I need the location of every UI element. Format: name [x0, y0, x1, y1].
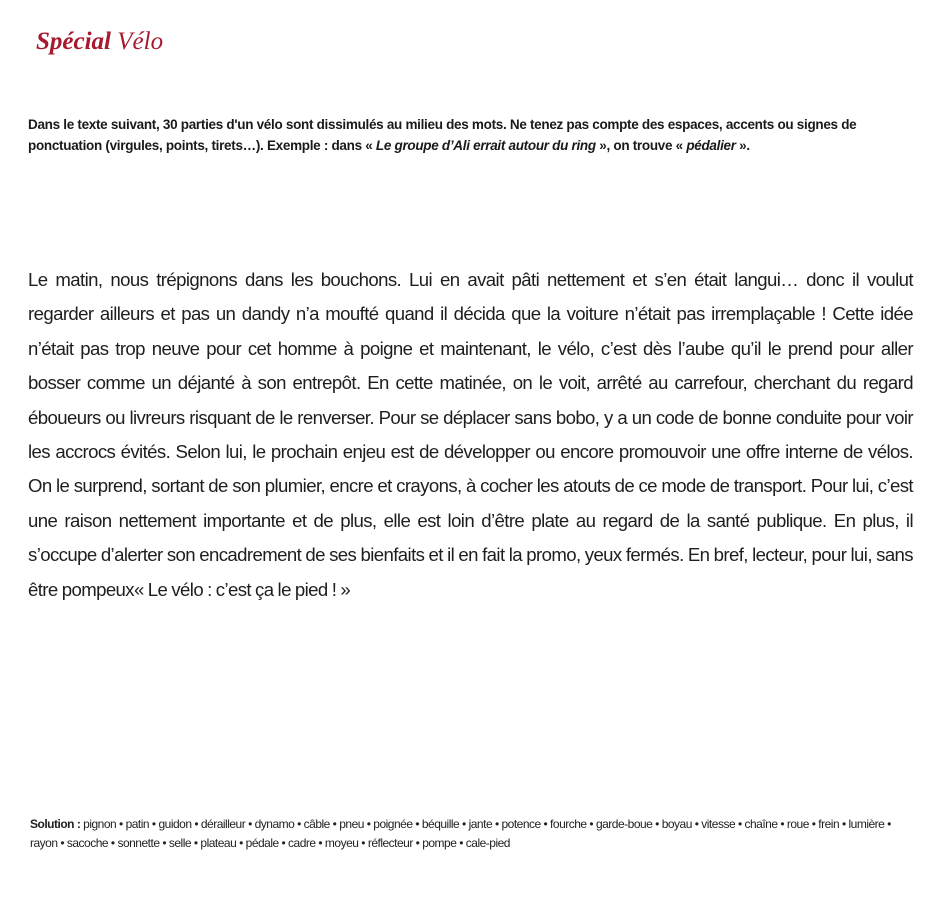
- instructions-text: Dans le texte suivant, 30 parties d'un vélo sont dissimulés au milieu des mots. Ne tenez pas compte des espaces, accents ou signes de ponctuation (virgules, points, tirets…). Exemple : dans «: [28, 117, 857, 153]
- title-rest: Vélo: [117, 28, 164, 55]
- example-sentence: Le groupe d’Ali errait autour du ring: [375, 138, 596, 153]
- title-bold: Spécial: [36, 28, 111, 55]
- puzzle-text: Le matin, nous trépignons dans les bouchons. Lui en avait pâti nettement et s’en était langui… donc il voulut regarder ailleurs et pas un dandy n’a moufté quand il décida que la voiture n’était pas irremplaçable ! Cette idée n’était pas trop neuve pour cet homme à poigne et maintenant, le vélo, c’est dès l’aube qu’il le prend pour aller bosser comme un déjanté à son entrepôt. En cette matinée, on le voit, arrêté au carrefour, cherchant du regard éboueurs ou livreurs risquant de le renverser. Pour se déplacer sans bobo, y a un code de bonne conduite pour voir les accrocs évités. Selon lui, le prochain enjeu est de développer ou encore promouvoir une offre interne de vélos. On le surprend, sortant de son plumier, encre et crayons, à cocher les atouts de ce mode de transport. Pour lui, c’est une raison nettement importante et de plus, elle est loin d’être plate au regard de la santé publique. En plus, il s’occupe d’alerter son encadrement de ses bienfaits et il en fait la promo, yeux fermés. En bref, lecteur, pour lui, sans être pompeux« Le vélo : c’est ça le pied ! »: [28, 269, 913, 600]
- page-title: [36, 28, 163, 56]
- instructions: [28, 114, 918, 156]
- solution-label: Solution :: [30, 817, 81, 831]
- instructions-text-2: », on trouve «: [595, 138, 687, 153]
- solution-block: [30, 815, 920, 853]
- instructions-text-3: ».: [735, 138, 750, 153]
- example-answer: pédalier: [686, 138, 736, 153]
- solution-answers: pignon • patin • guidon • dérailleur • dynamo • câble • pneu • poignée • béquille • jante • potence • fourche • garde-boue • boyau • vitesse • chaîne • roue • frein • lumière • rayon • sacoche • sonnette • selle • plateau • pédale • cadre • moyeu • réflecteur • pompe • cale-pied: [30, 817, 891, 850]
